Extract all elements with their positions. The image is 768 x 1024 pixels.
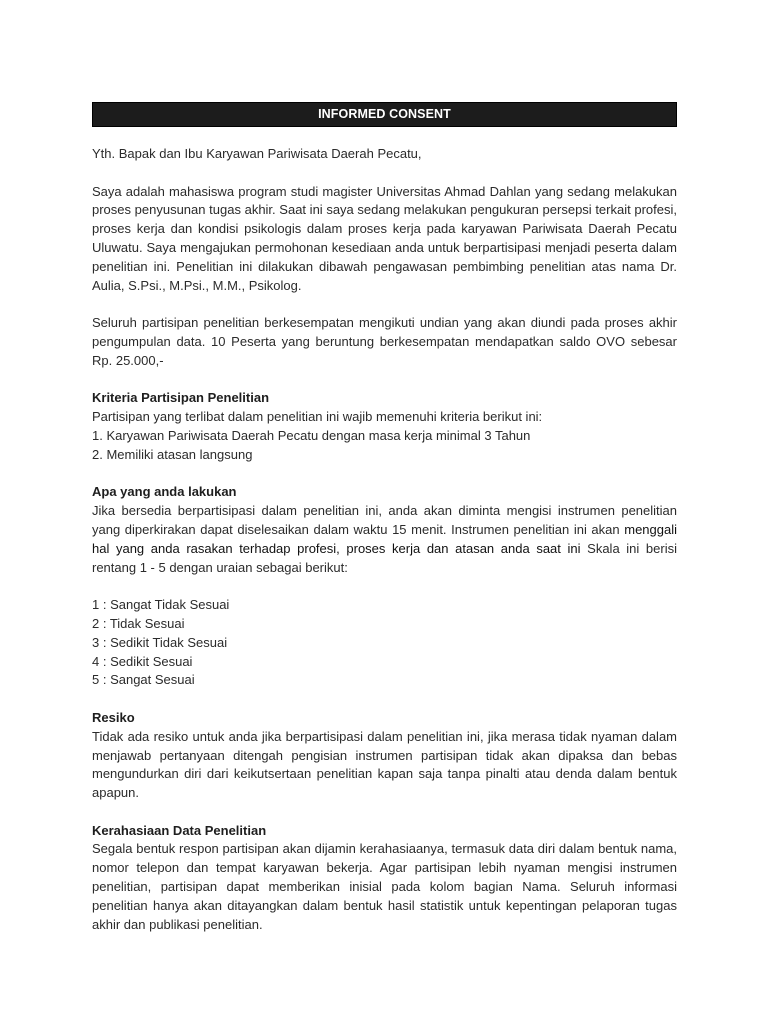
scale-item: 2 : Tidak Sesuai	[92, 615, 185, 631]
intro-paragraph: Saya adalah mahasiswa program studi magister Universitas Ahmad Dahlan yang sedang melakukan proses penyusunan tugas akhir. Saat ini saya sedang melakukan pengukuran persepsi terkait profesi, proses kerja dan kondisi psikologis dalam proses kerja pada karyawan Pariwisata Daerah Pecatu Uluwatu. Saya mengajukan permohonan kesediaan anda untuk berpartisipasi menjadi peserta dalam penelitian ini. Penelitian ini dilakukan dibawah pengawasan pembimbing penelitian atas nama Dr. Aulia, S.Psi., M.Psi., M.M., Psikolog.	[92, 183, 677, 293]
criteria-intro: Partisipan yang terlibat dalam penelitian ini wajib memenuhi kriteria berikut ini:	[92, 409, 543, 425]
criteria-heading: Kriteria Partisipan Penelitian	[92, 390, 270, 406]
task-section	[92, 483, 677, 690]
risk-heading: Resiko	[92, 709, 135, 725]
document-page	[92, 102, 677, 934]
criteria-item: 1. Karyawan Pariwisata Daerah Pecatu dengan masa kerja minimal 3 Tahun	[92, 427, 531, 443]
task-text-emphasis: menggali hal yang anda rasakan terhadap profesi, proses kerja dan atasan anda saat ini	[92, 521, 677, 556]
task-paragraph	[92, 502, 677, 577]
greeting: Yth. Bapak dan Ibu Karyawan Pariwisata Daerah Pecatu,	[92, 146, 422, 161]
risk-section	[92, 709, 677, 803]
scale-item: 3 : Sedikit Tidak Sesuai	[92, 634, 228, 650]
scale-item: 1 : Sangat Tidak Sesuai	[92, 597, 230, 613]
task-heading: Apa yang anda lakukan	[92, 484, 237, 500]
confidentiality-heading: Kerahasiaan Data Penelitian	[92, 822, 267, 838]
lottery-paragraph: Seluruh partisipan penelitian berkesempatan mengikuti undian yang akan diundi pada proses akhir pengumpulan data. 10 Peserta yang beruntung berkesempatan mendapatkan saldo OVO sebesar Rp. 25.000,-	[92, 315, 677, 368]
scale-item: 5 : Sangat Sesuai	[92, 672, 195, 688]
criteria-section	[92, 389, 677, 464]
confidentiality-paragraph: Segala bentuk respon partisipan akan dijamin kerahasiaanya, termasuk data diri dalam bentuk nama, nomor telepon dan tempat karyawan bekerja. Agar partisipan lebih nyaman mengisi instrumen penelitian, partisipan dapat memberikan inisial pada kolom bagian Nama. Seluruh informasi penelitian hanya akan ditayangkan dalam bentuk hasil statistik untuk kepentingan pelaporan tugas akhir dan publikasi penelitian.	[92, 841, 677, 932]
scale-item: 4 : Sedikit Sesuai	[92, 653, 193, 669]
document-title: INFORMED CONSENT	[318, 107, 451, 121]
confidentiality-section	[92, 822, 677, 935]
criteria-item: 2. Memiliki atasan langsung	[92, 446, 253, 462]
scale-list	[92, 596, 677, 690]
document-title-bar	[92, 102, 677, 127]
risk-paragraph: Tidak ada resiko untuk anda jika berpartisipasi dalam penelitian ini, jika merasa tidak nyaman dalam menjawab pertanyaan ditengah pengisian instrumen partisipan tidak akan dipaksa dan bebas mengundurkan diri dari keikutsertaan penelitian kapan saja tanpa pinalti atau denda dalam bentuk apapun.	[92, 728, 677, 801]
task-text-after: Skala ini berisi rentang 1 - 5 dengan uraian sebagai berikut:	[92, 540, 677, 575]
task-text-before: Jika bersedia berpartisipasi dalam penelitian ini, anda akan diminta mengisi instrumen penelitian yang diperkirakan dapat diselesaikan dalam waktu 15 menit. Instrumen penelitian ini akan	[92, 503, 677, 537]
